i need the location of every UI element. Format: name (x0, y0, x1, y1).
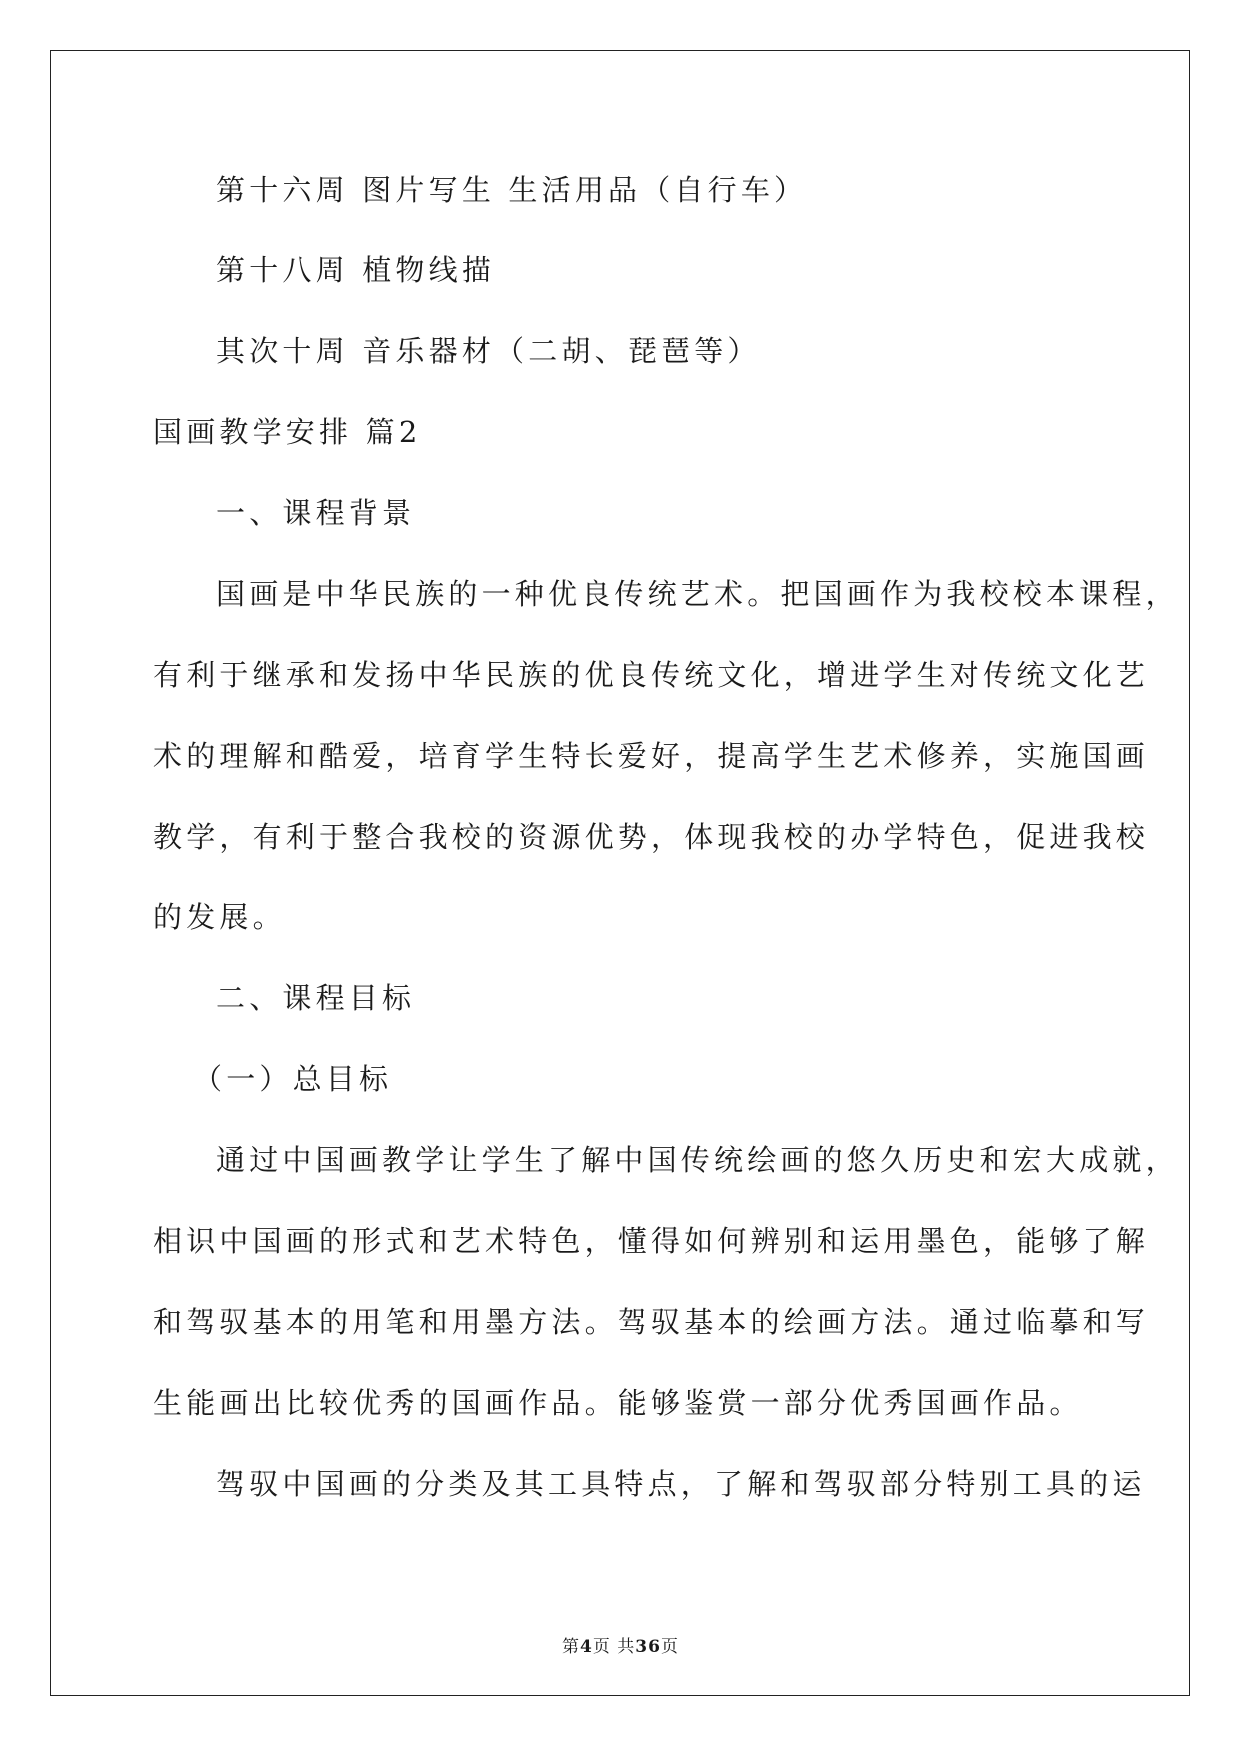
page-border (50, 50, 1190, 1696)
paragraph-line: 术的理解和酷爱，培育学生特长爱好，提高学生艺术修养，实施国画 (153, 739, 1150, 773)
schedule-week-20: 其次十周 音乐器材（二胡、琵琶等） (216, 334, 761, 368)
footer-suffix: 页 (660, 1637, 679, 1657)
footer-total-pages: 36 (635, 1637, 661, 1657)
footer-mid: 页 共 (592, 1637, 636, 1657)
subheading-background: 一、课程背景 (216, 496, 416, 530)
page-footer (0, 1632, 1241, 1657)
footer-page-number: 4 (580, 1637, 593, 1657)
paragraph-line: 的发展。 (153, 900, 286, 934)
paragraph-line: 生能画出比较优秀的国画作品。能够鉴赏一部分优秀国画作品。 (153, 1386, 1083, 1420)
paragraph-line: 相识中国画的形式和艺术特色，懂得如何辨别和运用墨色，能够了解 (153, 1224, 1150, 1258)
paragraph-line: 国画是中华民族的一种优良传统艺术。把国画作为我校校本课程， (216, 577, 1179, 611)
subheading-overall-goal: （一）总目标 (193, 1062, 393, 1096)
paragraph-line: 和驾驭基本的用笔和用墨方法。驾驭基本的绘画方法。通过临摹和写 (153, 1305, 1150, 1339)
paragraph-line: 通过中国画教学让学生了解中国传统绘画的悠久历史和宏大成就， (216, 1143, 1179, 1177)
section-heading: 国画教学安排 篇2 (153, 415, 422, 449)
footer-prefix: 第 (562, 1637, 581, 1657)
paragraph-line: 驾驭中国画的分类及其工具特点，了解和驾驭部分特别工具的运 (216, 1467, 1146, 1501)
paragraph-line: 有利于继承和发扬中华民族的优良传统文化，增进学生对传统文化艺 (153, 658, 1150, 692)
subheading-goals: 二、课程目标 (216, 981, 416, 1015)
schedule-week-18: 第十八周 植物线描 (216, 253, 496, 287)
schedule-week-16: 第十六周 图片写生 生活用品（自行车） (216, 173, 808, 207)
paragraph-line: 教学，有利于整合我校的资源优势，体现我校的办学特色，促进我校 (153, 820, 1150, 854)
